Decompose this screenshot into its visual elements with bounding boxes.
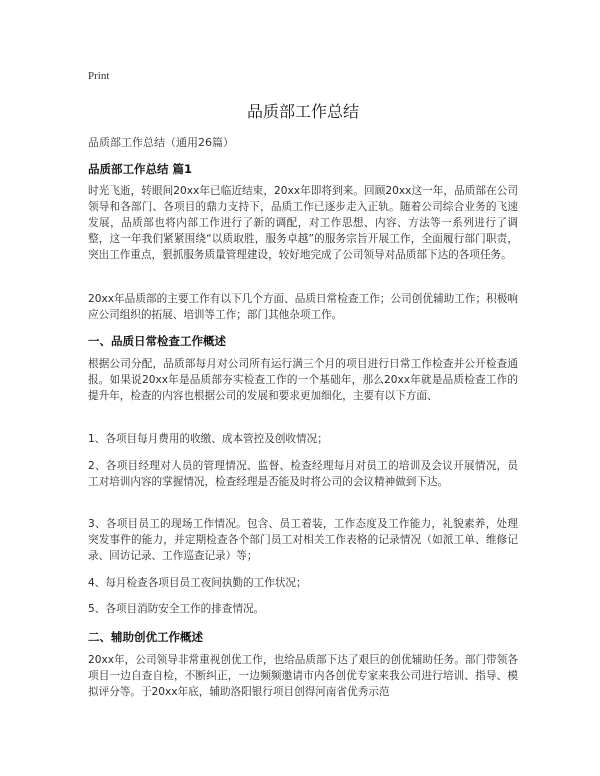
list-item-2: 2、各项目经理对人员的管理情况、监督、检查经理每月对员工的培训及会议开展情况，员工对培训内容的掌握情况，检查经理是否能及时将公司的会议精神做到下达。 xyxy=(88,460,518,488)
list-item-1: 1、各项目每月费用的收缴、成本管控及创收情况； xyxy=(88,433,328,445)
list-item-5: 5、各项目消防安全工作的排查情况。 xyxy=(88,603,265,615)
list-item-4: 4、每月检查各项目员工夜间执勤的工作状况； xyxy=(88,577,307,589)
paragraph-intro: 时光飞逝，转眼间20xx年已临近结束，20xx年即将到来。回顾20xx这一年，品质部在公司领导和各部门、各项目的鼎力支持下，品质工作已逐步走入正轨。随着公司综合业务的飞速发展，品质部也将内部工作进行了新的调配，对工作思想、内容、方法等一系列进行了调整，这一年我们紧紧围绕“以质取胜，服务卓越”的服务宗旨开展工作，全面履行部门职责，突出工作重点，狠抓服务质量管理建设，较好地完成了公司领导对品质部下达的各项任务。 xyxy=(88,185,518,261)
heading-daily-inspection: 一、品质日常检查工作概述 xyxy=(88,334,226,348)
page-title: 品质部工作总结 xyxy=(246,102,359,121)
paragraph-overview: 20xx年品质部的主要工作有以下几个方面、品质日常检查工作；公司创优辅助工作；积极响应公司组织的拓展、培训等工作；部门其他杂项工作。 xyxy=(88,293,518,321)
paragraph-assist-excellence: 20xx年，公司领导非常重视创优工作，也给品质部下达了艰巨的创优辅助任务。部门带领各项目一边自查自检，不断纠正，一边频频邀请市内各创优专家来我公司进行培训、指导、模拟评分等。于20xx年底，辅助洛阳银行项目创得河南省优秀示范 xyxy=(88,654,518,698)
heading-assist-excellence: 二、辅助创优工作概述 xyxy=(88,630,203,644)
section-heading-1: 品质部工作总结 篇1 xyxy=(88,162,193,176)
list-item-3: 3、各项目员工的现场工作情况。包含、员工着装，工作态度及工作能力，礼貌素养，处理突发事件的能力，并定期检查各个部门员工对相关工作表格的记录情况（如派工单、维修记录、回访记录、工作巡查记录）等； xyxy=(88,518,518,562)
print-label[interactable]: Print xyxy=(88,70,110,82)
document-subtitle: 品质部工作总结（通用26篇） xyxy=(88,136,234,149)
paragraph-daily-inspection: 根据公司分配，品质部每月对公司所有运行满三个月的项目进行日常工作检查并公开检查通报。如果说20xx年是品质部夯实检查工作的一个基础年，那么20xx年就是品质检查工作的提升年，检查的内容也根据公司的发展和要求更加细化，主要有以下方面、 xyxy=(88,358,518,402)
